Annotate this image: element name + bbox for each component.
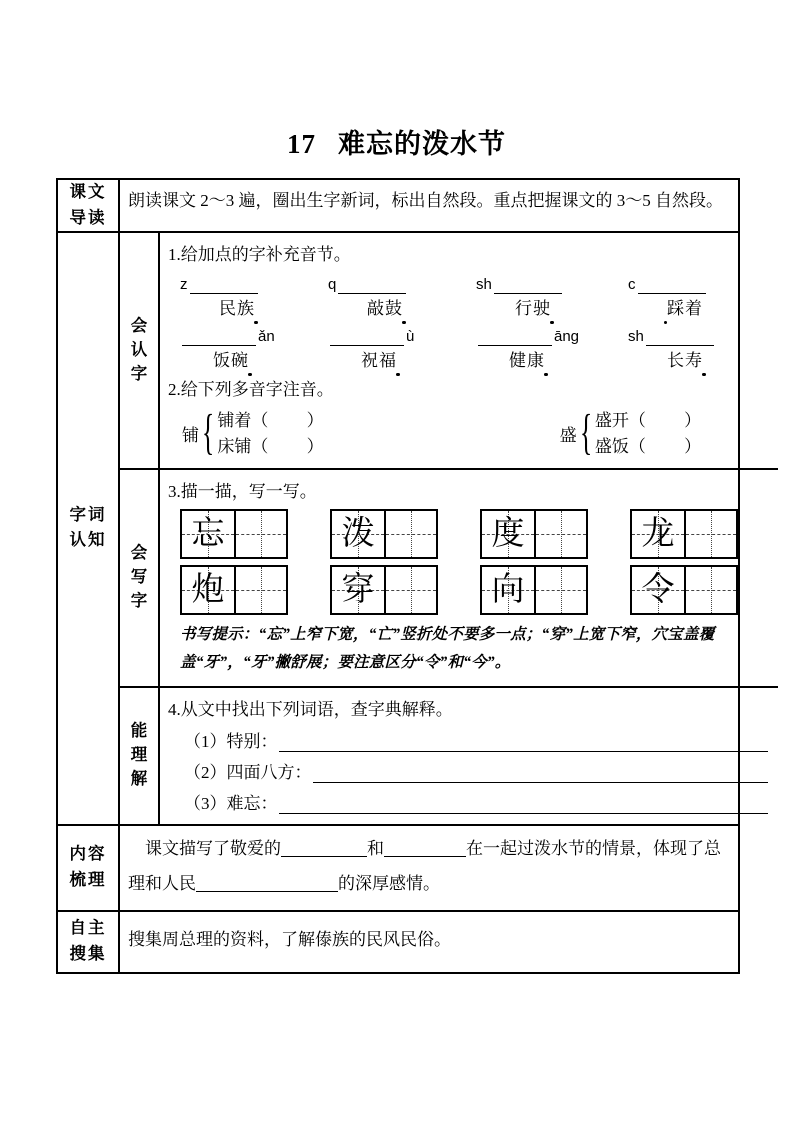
tianzi-cell-model	[482, 567, 534, 613]
tianzi-block[interactable]	[630, 565, 738, 615]
worksheet-table	[56, 178, 740, 974]
practice-char: 令	[641, 571, 675, 608]
lesson-number: 17	[287, 129, 316, 159]
pinyin-word: 长寿	[644, 346, 726, 371]
tianzi-cell-model	[632, 511, 684, 557]
tianzi-grid	[168, 509, 768, 615]
emphasis-dot	[702, 373, 706, 377]
dictionary-term: （2）四面八方：	[184, 762, 312, 782]
writing-tips: 书写提示：“忘”上窄下宽，“亡”竖折处不要多一点；“穿”上宽下窄，穴宝盖覆盖“牙”，“牙”撇舒展；要注意区分“令”和“今”。	[180, 626, 715, 671]
pinyin-item	[180, 324, 328, 374]
pinyin-item	[328, 324, 476, 374]
summary-blank-1[interactable]	[281, 839, 367, 857]
summary-part-4: 的深厚感情。	[338, 873, 440, 893]
pinyin-word: 民族	[196, 294, 278, 319]
page-title	[0, 122, 793, 161]
table-row-word-cognition	[58, 233, 738, 826]
row-label-guide: 课文 导读	[58, 180, 120, 231]
pinyin-blank[interactable]	[182, 328, 256, 346]
pinyin-item	[628, 272, 768, 322]
polyphone-item[interactable]: 盛开（ ）	[594, 410, 702, 430]
word-cognition-subsections	[120, 233, 778, 824]
write-content	[160, 470, 778, 685]
pinyin-suffix: āng	[554, 328, 580, 346]
row-label-self-collect: 自主 搜集	[58, 912, 120, 972]
pinyin-row-1	[168, 272, 768, 322]
subsection-understand	[120, 688, 778, 824]
tianzi-cell-blank[interactable]	[384, 511, 436, 557]
tianzi-cell-model	[182, 567, 234, 613]
question-1-title: 1.给加点的字补充音节。	[168, 245, 351, 265]
lesson-title: 难忘的泼水节	[338, 129, 506, 159]
understand-content	[160, 688, 778, 824]
practice-char: 龙	[641, 515, 675, 552]
pinyin-row-2	[168, 324, 768, 374]
tianzi-block[interactable]	[480, 509, 588, 559]
dictionary-term: （3）难忘：	[184, 793, 278, 813]
tianzi-cell-blank[interactable]	[234, 511, 286, 557]
pinyin-item	[628, 324, 768, 374]
polyphone-item[interactable]: 床铺（ ）	[217, 436, 324, 456]
answer-blank[interactable]	[279, 735, 769, 752]
summary-blank-3[interactable]	[196, 874, 338, 892]
summary-text	[128, 832, 728, 902]
pinyin-prefix: sh	[628, 328, 644, 346]
tianzi-cell-blank[interactable]	[684, 567, 736, 613]
self-collect-text: 搜集周总理的资料，了解傣族的民风民俗。	[128, 930, 451, 950]
subsection-recognize	[120, 233, 778, 470]
list-item	[184, 727, 768, 752]
pinyin-prefix: c	[628, 276, 636, 294]
tianzi-cell-model	[482, 511, 534, 557]
pinyin-item	[328, 272, 476, 322]
recognize-content	[160, 233, 778, 468]
tianzi-block[interactable]	[180, 565, 288, 615]
sub-label-understand: 能 理 解	[120, 688, 160, 824]
polyphone-head: 铺	[182, 426, 199, 446]
brace-icon: {	[202, 406, 215, 461]
question-3-title: 3.描一描，写一写。	[168, 482, 317, 502]
practice-char: 度	[491, 515, 525, 552]
pinyin-suffix: ù	[406, 328, 415, 346]
guide-text: 朗读课文 2～3 遍，圈出生字新词，标出自然段。重点把握课文的 3～5 自然段。	[128, 191, 723, 210]
brace-icon: {	[579, 406, 592, 461]
tianzi-cell-model	[632, 567, 684, 613]
dictionary-list	[168, 727, 768, 814]
question-2-title: 2.给下列多音字注音。	[168, 380, 334, 400]
tianzi-cell-model	[332, 511, 384, 557]
pinyin-word: 敲鼓	[344, 294, 426, 319]
pinyin-blank[interactable]	[646, 328, 714, 346]
pinyin-prefix: z	[180, 276, 188, 294]
pinyin-word: 饭碗	[190, 346, 272, 371]
pinyin-word: 祝福	[338, 346, 420, 371]
pinyin-prefix: sh	[476, 276, 492, 294]
tianzi-cell-model	[332, 567, 384, 613]
tianzi-cell-blank[interactable]	[534, 567, 586, 613]
answer-blank[interactable]	[279, 797, 769, 814]
subsection-write	[120, 470, 778, 687]
spacer	[324, 408, 560, 461]
pinyin-blank[interactable]	[638, 276, 706, 294]
list-item	[184, 789, 768, 814]
row-label-word-cognition: 字词 认知	[58, 233, 120, 824]
row-label-content-summary: 内容 梳理	[58, 826, 120, 910]
tianzi-cell-blank[interactable]	[684, 511, 736, 557]
polyphone-group	[560, 408, 702, 461]
sub-label-recognize: 会 认 字	[120, 233, 160, 468]
polyphone-items	[595, 408, 701, 461]
emphasis-dot	[396, 373, 400, 377]
summary-part-3: 在一起过泼水节的情景，体现了总理和人民	[128, 838, 721, 893]
table-row-self-collect	[58, 912, 738, 972]
pinyin-word: 踩着	[644, 294, 726, 319]
tianzi-block[interactable]	[330, 565, 438, 615]
polyphone-head: 盛	[559, 426, 577, 446]
list-item	[184, 758, 768, 783]
practice-char: 泼	[341, 515, 375, 552]
pinyin-blank[interactable]	[478, 328, 552, 346]
tianzi-block[interactable]	[480, 565, 588, 615]
pinyin-prefix: q	[328, 276, 337, 294]
pinyin-blank[interactable]	[494, 276, 562, 294]
tianzi-cell-blank[interactable]	[534, 511, 586, 557]
answer-blank[interactable]	[313, 766, 769, 783]
tianzi-block[interactable]	[180, 509, 288, 559]
content-summary-content	[120, 826, 738, 910]
sub-label-write: 会 写 字	[120, 470, 160, 685]
dictionary-term: （1）特别：	[184, 731, 278, 751]
emphasis-dot	[248, 373, 252, 377]
self-collect-content	[120, 912, 738, 972]
guide-content	[120, 180, 738, 231]
pinyin-item	[476, 272, 628, 322]
polyphone-item[interactable]: 盛饭（ ）	[594, 436, 702, 456]
pinyin-blank[interactable]	[330, 328, 404, 346]
pinyin-word: 行驶	[492, 294, 574, 319]
pinyin-word: 健康	[486, 346, 568, 371]
table-row-content-summary	[58, 826, 738, 912]
tianzi-block[interactable]	[330, 509, 438, 559]
pinyin-item	[476, 324, 628, 374]
tianzi-block[interactable]	[630, 509, 738, 559]
question-4-title: 4.从文中找出下列词语，查字典解释。	[168, 699, 453, 719]
table-row-guide	[58, 180, 738, 233]
pinyin-item	[180, 272, 328, 322]
tianzi-row	[180, 565, 768, 615]
emphasis-dot	[544, 373, 548, 377]
practice-char: 穿	[341, 571, 375, 608]
tianzi-cell-model	[182, 511, 234, 557]
pinyin-blank[interactable]	[338, 276, 406, 294]
polyphone-row	[168, 408, 768, 461]
practice-char: 向	[491, 571, 525, 608]
polyphone-items	[217, 408, 323, 461]
tianzi-cell-blank[interactable]	[234, 567, 286, 613]
pinyin-suffix: ǎn	[258, 328, 275, 346]
tianzi-row	[180, 509, 768, 559]
summary-blank-2[interactable]	[384, 839, 466, 857]
polyphone-group	[182, 408, 324, 461]
pinyin-blank[interactable]	[190, 276, 258, 294]
practice-char: 忘	[191, 515, 225, 552]
practice-char: 炮	[191, 571, 225, 608]
polyphone-item[interactable]: 铺着（ ）	[217, 410, 324, 430]
summary-part-2: 和	[367, 838, 384, 858]
summary-part-1: 课文描写了敬爱的	[145, 838, 281, 858]
tianzi-cell-blank[interactable]	[384, 567, 436, 613]
